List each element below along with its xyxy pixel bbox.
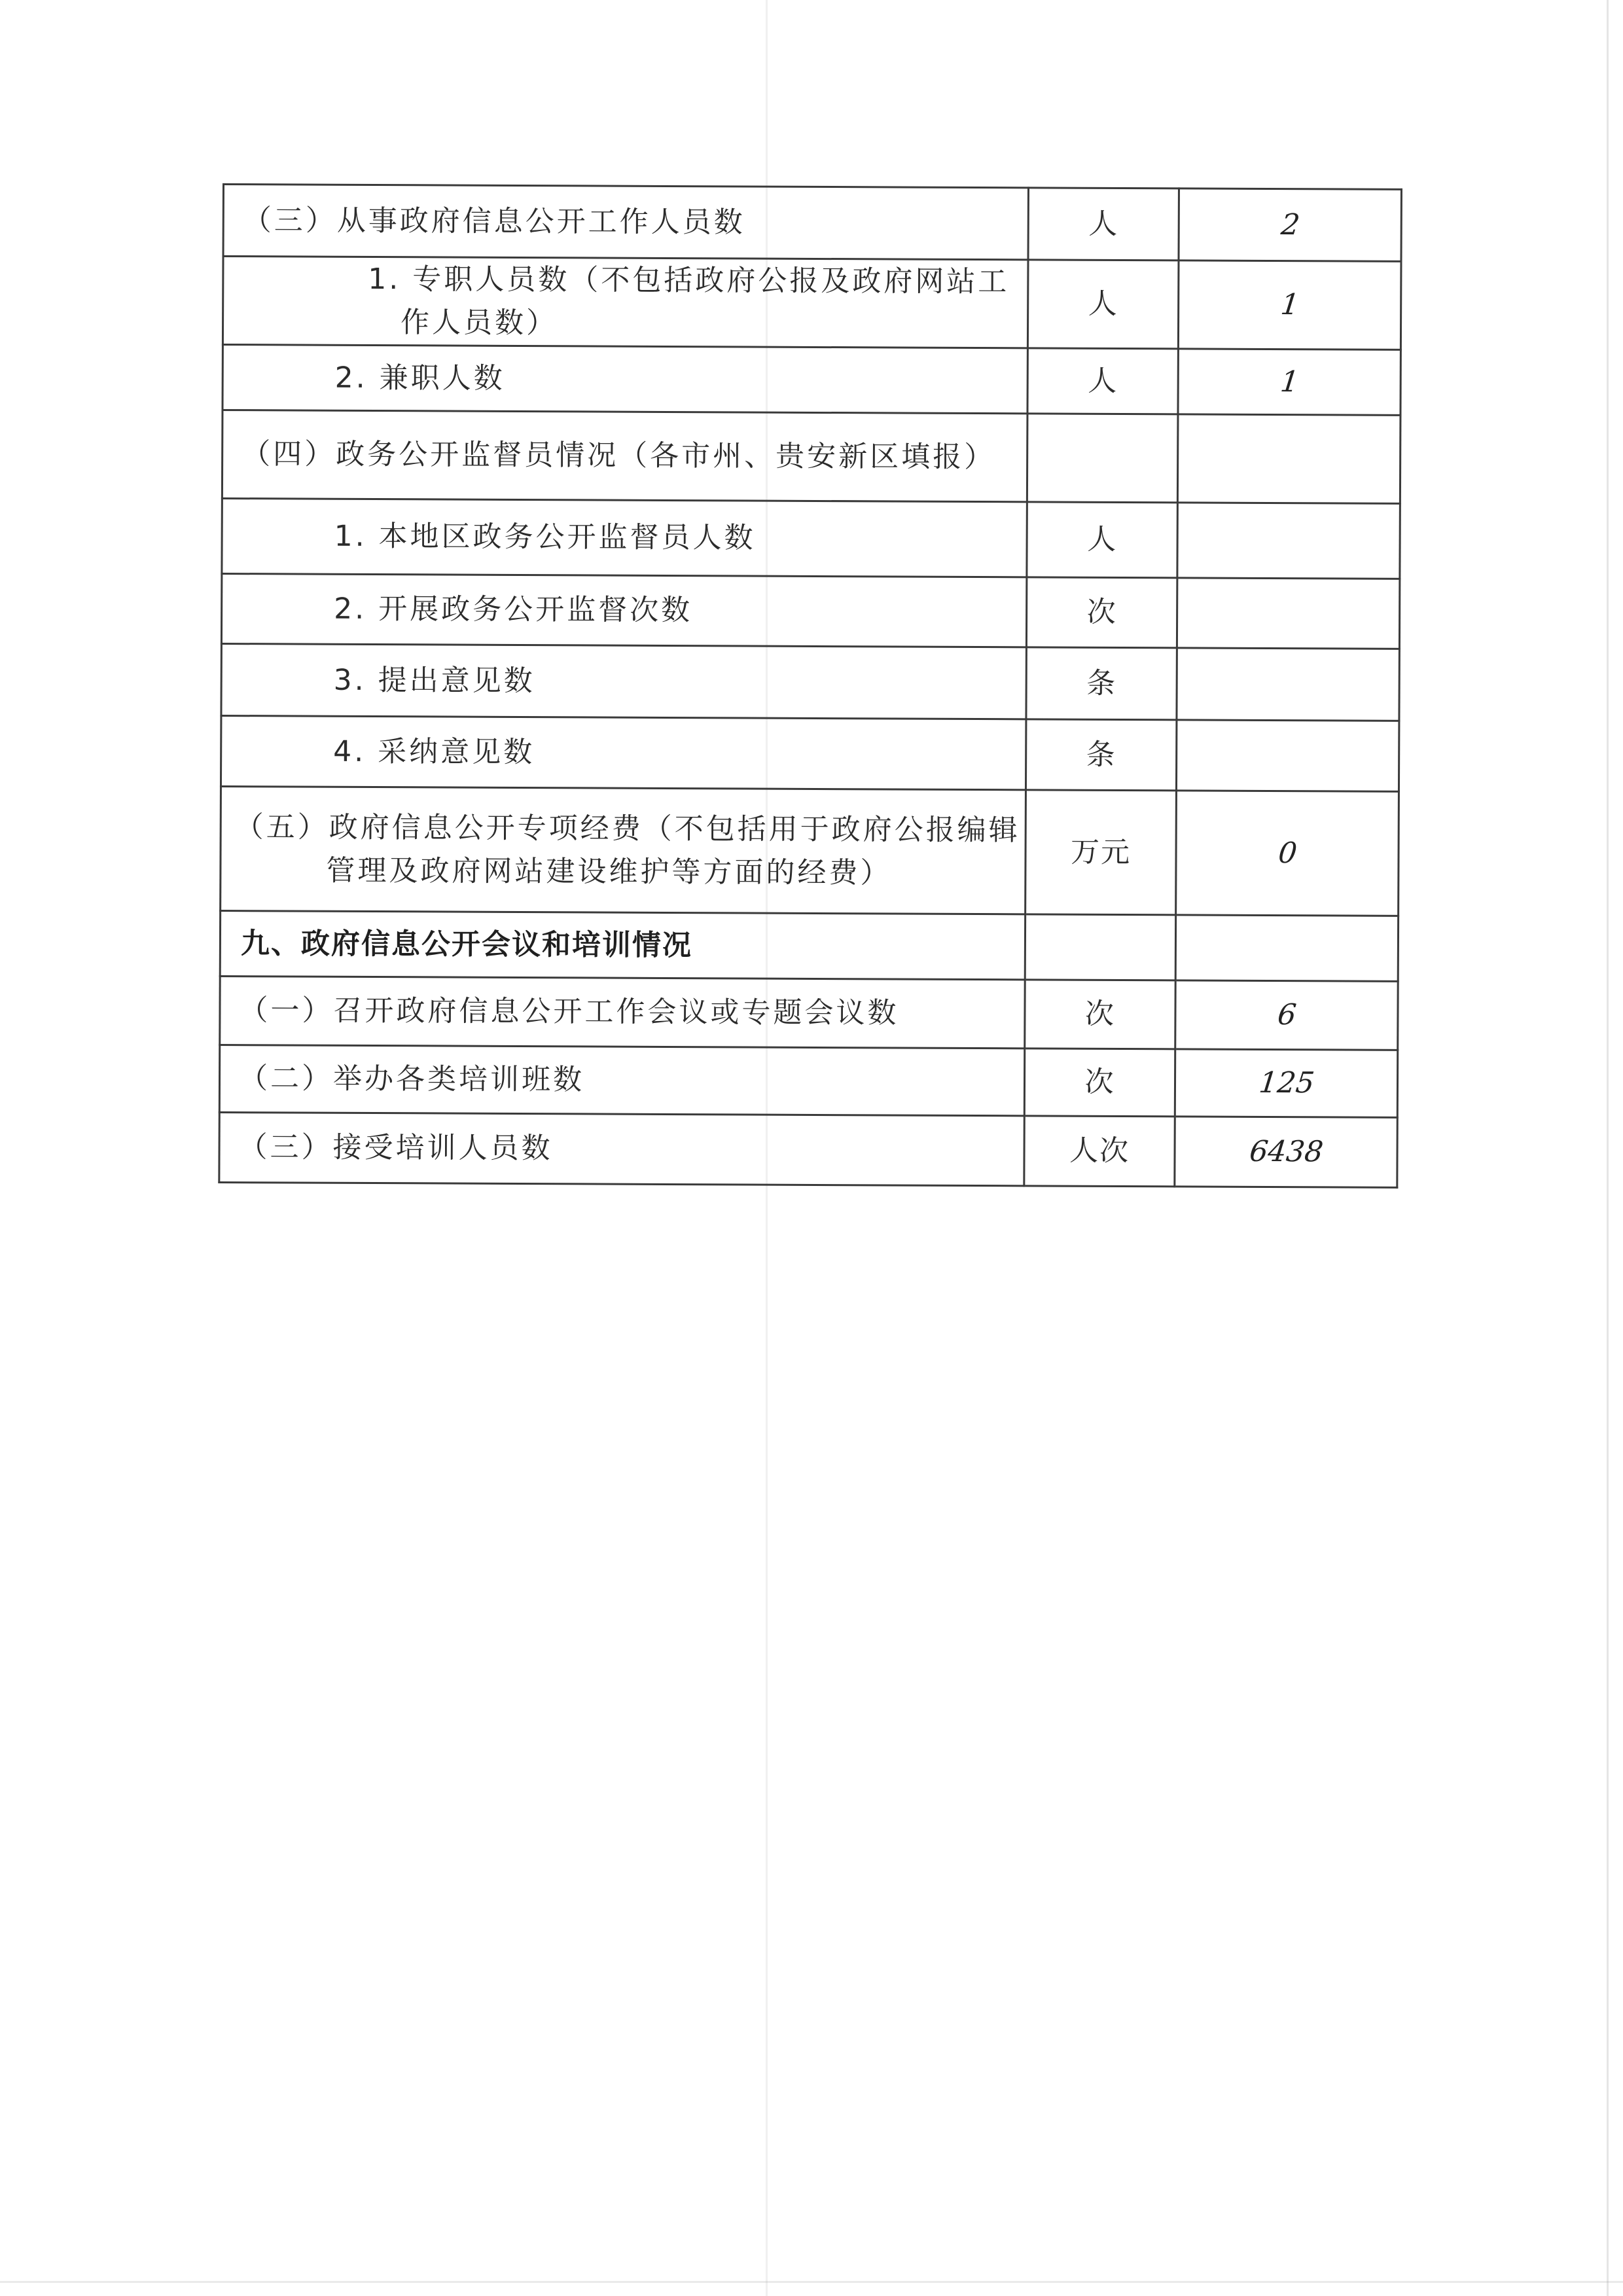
unit-cell: 次 <box>1026 577 1177 648</box>
item-label: （一）召开政府信息公开工作会议或专题会议数 <box>239 994 899 1030</box>
item-label: 3. 提出意见数 <box>333 663 535 698</box>
table-row <box>223 345 1400 416</box>
item-cell <box>223 257 1028 348</box>
value-cell <box>1175 980 1398 1050</box>
handwritten-value: 1 <box>1278 365 1301 399</box>
item-label: （三）接受培训人员数 <box>238 1130 553 1166</box>
item-cell <box>219 1045 1024 1115</box>
item-cell <box>220 976 1025 1048</box>
unit-cell: 人 <box>1027 348 1178 414</box>
table-row <box>221 574 1399 649</box>
item-cell <box>223 185 1028 260</box>
handwritten-value: 0 <box>1276 836 1298 870</box>
table-row <box>220 976 1398 1050</box>
table-row <box>221 715 1399 791</box>
item-cell <box>222 499 1027 577</box>
value-cell <box>1177 648 1399 721</box>
value-cell <box>1175 1117 1397 1187</box>
unit-cell: 人 <box>1028 188 1179 260</box>
table-row <box>221 786 1399 916</box>
item-cell <box>223 345 1027 414</box>
table-row <box>222 499 1400 579</box>
item-label: （三）从事政府信息公开工作人员数 <box>242 203 745 239</box>
value-cell <box>1176 720 1399 791</box>
item-label: 4. 采纳意见数 <box>333 734 535 769</box>
handwritten-value: 2 <box>1279 207 1302 242</box>
table-row <box>223 257 1401 350</box>
item-label: （四）政务公开监督员情况（各市州、贵安新区填报） <box>241 437 996 475</box>
item-cell <box>219 1112 1024 1185</box>
statistics-table <box>218 183 1402 1189</box>
item-label: （五）政府信息公开专项经费（不包括用于政府公报编辑管理及政府网站建设维护等方面的经费） <box>234 810 1020 889</box>
item-cell <box>221 574 1026 647</box>
unit-cell: 人 <box>1027 260 1179 349</box>
value-cell <box>1176 791 1399 916</box>
value-cell <box>1177 578 1399 649</box>
item-cell <box>221 786 1026 914</box>
table-row <box>219 1045 1397 1117</box>
table-row <box>222 410 1400 504</box>
value-cell <box>1175 915 1398 981</box>
table-row <box>221 643 1399 721</box>
value-cell <box>1177 503 1400 579</box>
item-cell <box>221 643 1026 719</box>
unit-cell: 条 <box>1026 647 1177 720</box>
value-cell <box>1175 1049 1397 1117</box>
item-label: 2. 兼职人数 <box>334 361 505 395</box>
handwritten-value: 6 <box>1275 998 1298 1032</box>
unit-cell: 次 <box>1025 980 1175 1049</box>
unit-cell: 万元 <box>1026 790 1177 915</box>
section-header-cell <box>220 910 1025 979</box>
scan-edge-line <box>1607 0 1609 2296</box>
item-cell <box>222 410 1027 502</box>
scan-bottom-line <box>0 2281 1623 2283</box>
table-row <box>223 185 1401 262</box>
table-row <box>219 1112 1397 1187</box>
unit-cell: 人 <box>1027 502 1177 578</box>
item-label: 1. 专职人员数（不包括政府公报及政府网站工作人员数） <box>368 262 1010 340</box>
unit-cell: 条 <box>1026 719 1176 791</box>
item-label: 2. 开展政务公开监督次数 <box>334 592 693 628</box>
unit-cell <box>1027 414 1178 503</box>
section-title: 九、政府信息公开会议和培训情况 <box>240 926 693 962</box>
value-cell <box>1178 349 1400 415</box>
handwritten-value: 1 <box>1278 288 1301 322</box>
item-label: （二）举办各类培训班数 <box>238 1062 585 1097</box>
item-cell <box>221 715 1026 789</box>
section-header-row <box>220 910 1398 981</box>
handwritten-value: 6438 <box>1247 1134 1325 1169</box>
unit-cell: 人次 <box>1024 1116 1175 1187</box>
handwritten-value: 125 <box>1257 1066 1316 1100</box>
value-cell <box>1179 188 1401 261</box>
unit-cell: 次 <box>1024 1049 1175 1117</box>
value-cell <box>1177 414 1400 503</box>
value-cell <box>1178 260 1401 350</box>
unit-cell <box>1025 914 1175 980</box>
item-label: 1. 本地区政务公开监督员人数 <box>334 519 756 555</box>
